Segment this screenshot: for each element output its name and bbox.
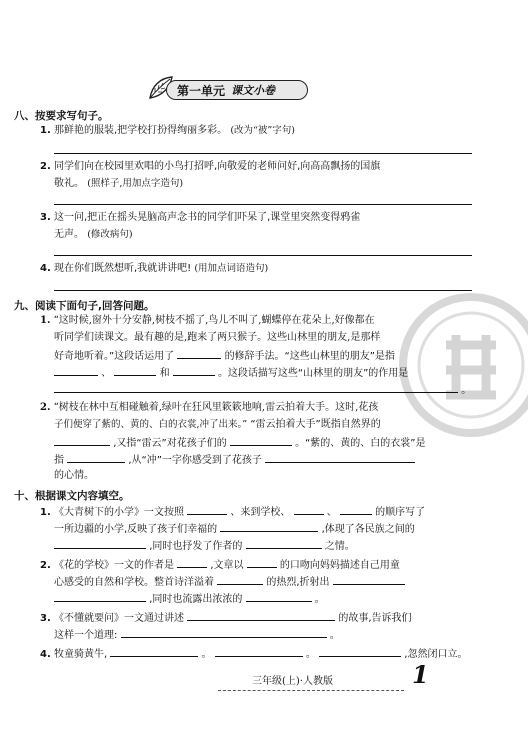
q10-2-line1: [40, 557, 400, 573]
q10-3-number: 3.: [40, 613, 51, 624]
blank-field[interactable]: [294, 504, 324, 515]
blank-field[interactable]: [187, 504, 227, 515]
blank-field[interactable]: [265, 452, 415, 463]
q9-2-l1: “树枝在林中互相碰触着,绿叶在狂风里簌簌地响,雷云拍着大手。这时,花孩: [53, 402, 379, 413]
q10-1-l3-b: 之情。: [324, 541, 355, 552]
q10-1-l2-b: ,体现了各民族之间的: [321, 524, 415, 535]
blank-field[interactable]: [220, 521, 318, 532]
blank-field[interactable]: [110, 646, 198, 657]
q10-4-l1-d: ,忽然闭口立。: [404, 649, 468, 660]
q10-2-l3-b: 。: [314, 594, 325, 605]
q9-1-l1: “这时候,窗外十分安静,树枝不摇了,鸟儿不叫了,蝴蝶停在花朵上,好像都在: [53, 315, 375, 326]
blank-field[interactable]: [114, 365, 156, 376]
q9-2-l3-a: ,又指“雷云”对花孩子们的: [113, 438, 227, 449]
q9-2-line3: [54, 435, 425, 451]
q9-2-line5: 的心情。: [54, 470, 94, 481]
answer-line[interactable]: [54, 204, 472, 205]
q10-1-line1: [40, 504, 425, 520]
q10-1-l1-d: 的顺序写了: [375, 507, 426, 518]
q9-2-line1: [40, 401, 378, 415]
answer-line[interactable]: [54, 255, 472, 256]
blank-field[interactable]: [54, 538, 146, 549]
page-number: 1: [412, 660, 429, 689]
section-10-title: 十、根据课文内容填空。: [14, 490, 130, 502]
q9-1-l5-end: 。: [461, 385, 472, 396]
q8-2-note: (照样子,用加点字造句): [87, 178, 184, 189]
q8-4-text: 现在你们既然想听,我就讲讲吧!: [53, 263, 192, 274]
q10-1-number: 1.: [40, 507, 51, 518]
footer-grade-label: 三年级(上)·人教版: [252, 676, 333, 687]
q8-3-note: (修改病句): [87, 229, 133, 240]
q10-1-l1-a: 《大青树下的小学》一文按照: [53, 507, 184, 518]
q10-1-line2: [54, 521, 415, 537]
q8-3-line1: [40, 211, 360, 225]
q8-4-number: 4.: [40, 263, 51, 274]
q9-1-l3-b: 的修辞手法。“这些山林里的朋友”是指: [224, 351, 395, 362]
q10-1-l1-b: 、来到学校、: [230, 507, 291, 518]
q8-2-line1: [40, 160, 380, 174]
q10-2-line2: [54, 574, 405, 590]
unit-title-pill: [166, 80, 308, 100]
blank-field[interactable]: [54, 591, 146, 602]
q9-2-l2-b: “雷云拍着大手”既指自然界的: [250, 419, 381, 430]
q8-2-text-a: 同学们向在校园里欢唱的小鸟打招呼,向敬爱的老师问好,向高高飘扬的国旗: [53, 161, 381, 172]
footer-divider: [218, 690, 404, 691]
answer-line[interactable]: [54, 153, 472, 154]
q10-1-line3: [54, 538, 355, 554]
q9-2-l3-b: 。“紫的、黄的、白的衣裳”是: [295, 438, 426, 449]
blank-field[interactable]: [247, 557, 277, 568]
q10-1-l1-c: 、: [326, 507, 337, 518]
q10-3-l1-b: 的故事,告诉我们: [338, 613, 412, 624]
blank-field[interactable]: [67, 452, 125, 463]
q10-2-l2-b: 的热烈,折射出: [266, 577, 330, 588]
q9-2-line4: [54, 452, 415, 468]
blank-field[interactable]: [121, 627, 327, 638]
q9-1-line4: [54, 365, 408, 381]
blank-field[interactable]: [340, 504, 372, 515]
q9-1-line3: [54, 348, 395, 364]
q10-2-l1-b: ,文章以: [210, 560, 244, 571]
q10-4-l1-b: 。: [201, 649, 212, 660]
q10-1-l3-a: ,同时也抒发了作者的: [149, 541, 243, 552]
unit-header: [146, 78, 312, 102]
unit-subtitle: 课文小卷: [231, 84, 276, 97]
q10-4-l1-a: 牧童骑黄牛,: [53, 649, 108, 660]
blank-field[interactable]: [217, 574, 263, 585]
blank-field[interactable]: [54, 382, 458, 393]
q8-4: [40, 262, 268, 276]
blank-field[interactable]: [246, 538, 322, 549]
blank-field[interactable]: [54, 365, 98, 376]
q10-2-l2-a: 心感受的自然和学校。整首诗洋溢着: [54, 577, 214, 588]
q10-4-number: 4.: [40, 649, 51, 660]
q8-2-line2: [54, 177, 183, 191]
q10-2-l1-c: 的口吻向妈妈描述自己用童: [279, 560, 400, 571]
q9-1-l4-c: 。这段话描写这些“山林里的朋友”的作用是: [217, 368, 409, 379]
blank-field[interactable]: [333, 574, 405, 585]
q10-3-l2-a: 这样一个道理:: [54, 630, 118, 641]
q9-2-l4-b: ,从“冲”一字你感受到了花孩子: [128, 455, 262, 466]
q8-3-number: 3.: [40, 212, 51, 223]
q9-2-line2: [54, 418, 381, 432]
q9-1-number: 1.: [40, 315, 51, 326]
section-9-title: 九、阅读下面句子,回答问题。: [14, 300, 155, 312]
q8-3-line2: [54, 228, 133, 242]
q10-4-l1-c: 。: [305, 649, 316, 660]
q9-1-line5: [54, 382, 471, 398]
q8-1: [40, 124, 295, 138]
blank-field[interactable]: [173, 365, 215, 376]
q9-2-l4-a: 指: [54, 455, 64, 466]
q10-3-l1-a: 《不懂就要问》一文通过讲述: [53, 613, 184, 624]
q8-3-text-b: 无声。: [54, 229, 84, 240]
q9-2-number: 2.: [40, 402, 51, 413]
q10-2-line3: [54, 591, 325, 607]
q9-2-l2-a: 子们便穿了紫的、黄的、白的衣裳,冲了出来。”: [54, 419, 248, 430]
q9-1-line1: [40, 314, 375, 328]
q10-2-number: 2.: [40, 560, 51, 571]
q8-1-text: 那鲜艳的服装,把学校打扮得绚丽多彩。: [53, 125, 228, 136]
q9-1-line2: 听同学们读课文。最有趣的是,跑来了两只猴子。这些山林里的朋友,是那样: [54, 332, 381, 343]
q9-1-l4-a: 、: [101, 368, 112, 379]
blank-field[interactable]: [230, 435, 292, 446]
blank-field[interactable]: [215, 646, 303, 657]
q10-3-l2-b: 。: [329, 630, 340, 641]
q8-1-number: 1.: [40, 125, 51, 136]
q8-2-text-b: 敬礼。: [54, 178, 84, 189]
q10-3-line2: [54, 627, 340, 643]
q10-3-line1: [40, 610, 412, 626]
q9-1-l3-a: 好奇地听着。”这段话运用了: [54, 351, 175, 362]
blank-field[interactable]: [177, 557, 207, 568]
q10-4-line1: [40, 646, 467, 662]
blank-field[interactable]: [177, 348, 221, 359]
unit-title: 第一单元: [177, 83, 226, 98]
section-8-title: 八、按要求写句子。: [14, 110, 109, 122]
q10-1-l2-a: 一所边疆的小学,反映了孩子们幸福的: [54, 524, 218, 535]
seal-stamp-watermark: [396, 290, 528, 440]
q8-1-note: (改为“被”字句): [230, 125, 295, 136]
q10-2-l3-a: ,同时也流露出浓浓的: [149, 594, 243, 605]
q8-3-text-a: 这一问,把正在摇头晃脑高声念书的同学们吓呆了,课堂里突然变得鸦雀: [53, 212, 361, 223]
blank-field[interactable]: [187, 610, 335, 621]
q10-2-l1-a: 《花的学校》一文的作者是: [53, 560, 174, 571]
q8-4-note: (用加点词语造句): [194, 263, 269, 274]
q8-2-number: 2.: [40, 161, 51, 172]
q9-1-l4-b: 和: [159, 368, 170, 379]
blank-field[interactable]: [319, 646, 401, 657]
blank-field[interactable]: [246, 591, 312, 602]
blank-field[interactable]: [54, 435, 110, 446]
